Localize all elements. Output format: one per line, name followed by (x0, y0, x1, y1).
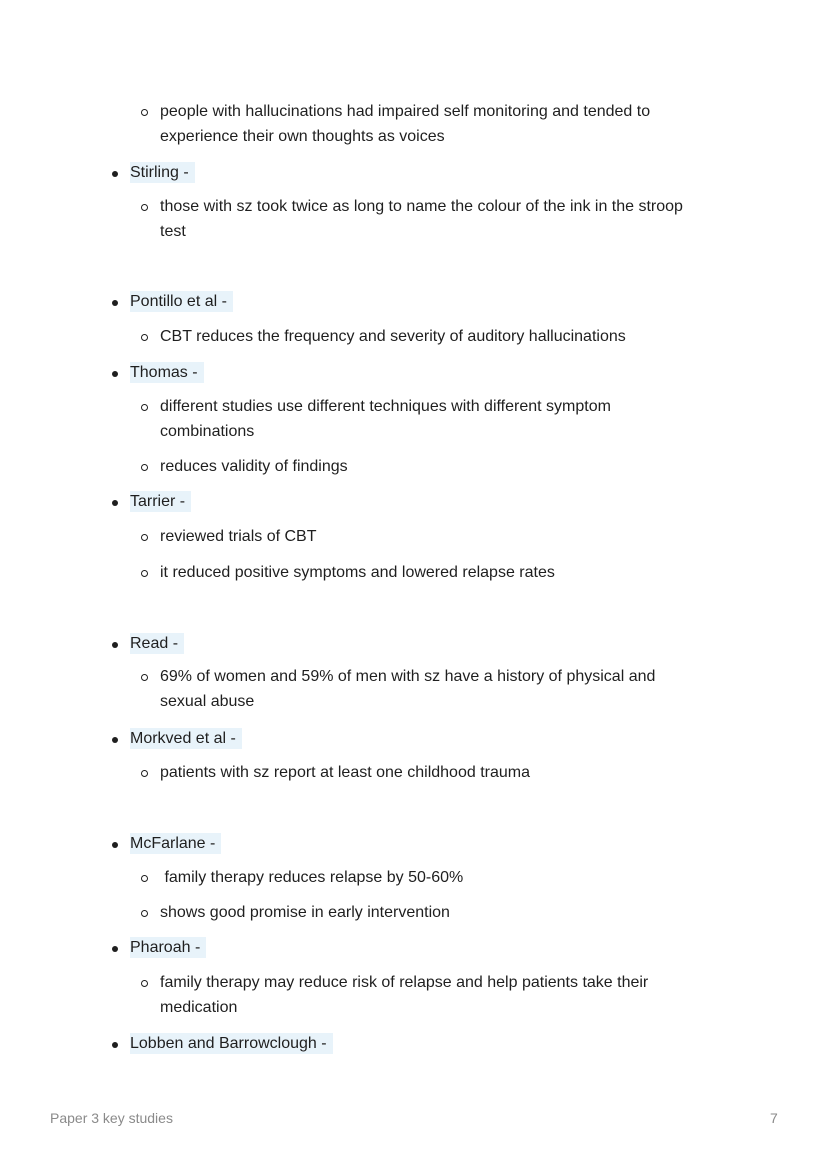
sub-bullet-text: reviewed trials of CBT (160, 528, 317, 545)
sub-bullet-marker (141, 980, 148, 987)
bullet-marker (112, 946, 118, 952)
sub-bullet-text: CBT reduces the frequency and severity of auditory hallucinations (160, 328, 626, 345)
study-heading (130, 832, 221, 857)
study-name-highlight: Thomas - (130, 362, 204, 383)
sub-bullet-marker (141, 534, 148, 541)
sub-bullet-text: different studies use different techniques with different symptom (160, 398, 611, 415)
study-name-highlight: Tarrier - (130, 491, 191, 512)
sub-bullet-marker (141, 334, 148, 341)
sub-bullet-marker (141, 875, 148, 882)
sub-bullet-text: people with hallucinations had impaired self monitoring and tended to (160, 103, 651, 120)
sub-bullet-text: shows good promise in early intervention (160, 904, 450, 921)
study-heading (130, 1032, 333, 1057)
study-name-highlight: Pharoah - (130, 937, 206, 958)
sub-bullet-text-continued: sexual abuse (160, 693, 255, 710)
study-heading (130, 936, 206, 961)
study-name-highlight: Read - (130, 633, 184, 654)
sub-bullet-marker (141, 404, 148, 411)
sub-bullet-text-continued: test (160, 223, 186, 240)
sub-bullet-marker (141, 109, 148, 116)
sub-bullet-text: family therapy reduces relapse by 50-60% (160, 869, 464, 886)
bullet-marker (112, 1042, 118, 1048)
sub-bullet-text: reduces validity of findings (160, 458, 348, 475)
sub-bullet-marker (141, 674, 148, 681)
study-name-highlight: Pontillo et al - (130, 291, 233, 312)
bullet-marker (112, 300, 118, 306)
sub-bullet-text-continued: medication (160, 999, 238, 1016)
study-heading (130, 290, 233, 315)
study-heading (130, 632, 184, 657)
bullet-marker (112, 171, 118, 177)
study-name-highlight: Stirling - (130, 162, 195, 183)
bullet-marker (112, 737, 118, 743)
bullet-marker (112, 371, 118, 377)
sub-bullet-text: family therapy may reduce risk of relapse and help patients take their (160, 974, 649, 991)
sub-bullet-marker (141, 204, 148, 211)
study-heading (130, 361, 204, 386)
bullet-marker (112, 500, 118, 506)
study-heading (130, 490, 191, 515)
sub-bullet-text-continued: experience their own thoughts as voices (160, 128, 445, 145)
sub-bullet-marker (141, 770, 148, 777)
sub-bullet-marker (141, 464, 148, 471)
bullet-marker (112, 642, 118, 648)
sub-bullet-text: those with sz took twice as long to name the colour of the ink in the stroop (160, 198, 683, 215)
study-heading (130, 727, 242, 752)
study-name-highlight: Morkved et al - (130, 728, 242, 749)
sub-bullet-text: patients with sz report at least one childhood trauma (160, 764, 530, 781)
bullet-marker (112, 842, 118, 848)
study-heading (130, 161, 195, 186)
footer-title: Paper 3 key studies (50, 1110, 173, 1126)
sub-bullet-text-continued: combinations (160, 423, 255, 440)
study-name-highlight: Lobben and Barrowclough - (130, 1033, 333, 1054)
sub-bullet-text: 69% of women and 59% of men with sz have a history of physical and (160, 668, 656, 685)
study-name-highlight: McFarlane - (130, 833, 221, 854)
page-number: 7 (770, 1110, 778, 1126)
sub-bullet-marker (141, 910, 148, 917)
sub-bullet-text: it reduced positive symptoms and lowered relapse rates (160, 564, 555, 581)
sub-bullet-marker (141, 570, 148, 577)
